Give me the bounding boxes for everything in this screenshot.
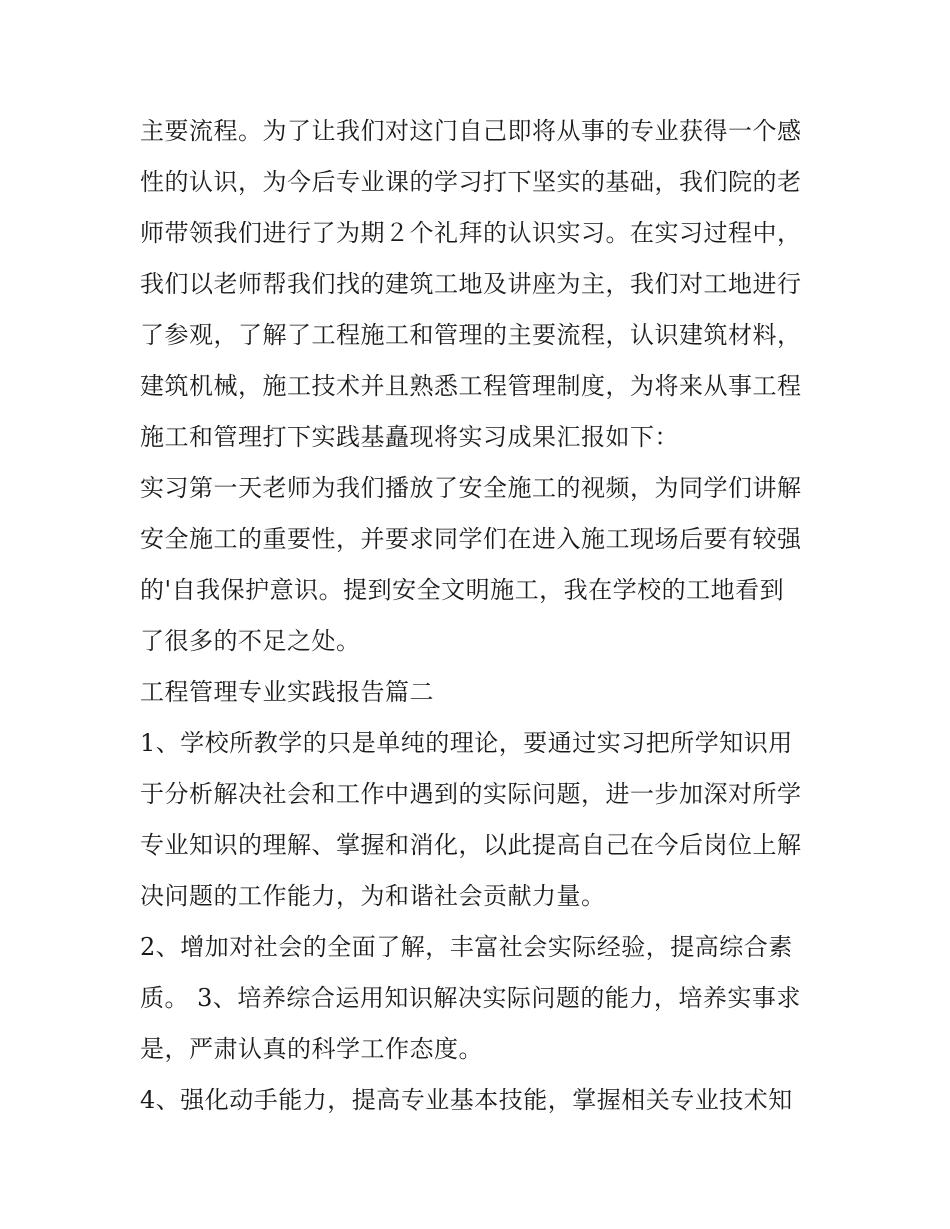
text-line: 质。 3、培养综合运用知识解决实际问题的能力，培养实事求 — [140, 984, 801, 1012]
text-line: 于分析解决社会和工作中遇到的实际问题，进一步加深对所学 — [140, 780, 802, 808]
text-line: 我们以老师帮我们找的建筑工地及讲座为主，我们对工地进行 — [140, 270, 802, 298]
text-line: 专业知识的理解、掌握和消化，以此提高自己在今后岗位上解 — [140, 831, 802, 859]
text-line: 的'自我保护意识。提到安全文明施工，我在学校的工地看到 — [140, 576, 785, 604]
text-line: 安全施工的重要性，并要求同学们在进入施工现场后要有较强 — [140, 525, 802, 553]
text-line: 是，严肃认真的科学工作态度。 — [140, 1035, 483, 1063]
section-heading: 工程管理专业实践报告篇二 — [140, 678, 434, 706]
text-line: 主要流程。为了让我们对这门自己即将从事的专业获得一个感 — [140, 117, 802, 145]
text-line: 建筑机械，施工技术并且熟悉工程管理制度，为将来从事工程 — [140, 372, 802, 400]
text-line: 了很多的不足之处。 — [140, 627, 361, 655]
text-line: 师带领我们进行了为期２个礼拜的认识实习。在实习过程中， — [140, 219, 802, 247]
text-line: 2、增加对社会的全面了解，丰富社会实际经验，提高综合素 — [140, 933, 793, 961]
text-line: 1、学校所教学的只是单纯的理论，要通过实习把所学知识用 — [140, 729, 793, 757]
text-line: 实习第一天老师为我们播放了安全施工的视频，为同学们讲解 — [140, 474, 802, 502]
text-line: 性的认识，为今后专业课的学习打下坚实的基础，我们院的老 — [140, 168, 802, 196]
text-line: 施工和管理打下实践基矗现将实习成果汇报如下： — [140, 423, 679, 451]
text-line: 了参观，了解了工程施工和管理的主要流程，认识建筑材料， — [140, 321, 802, 349]
body-text — [140, 106, 820, 1126]
text-line: 4、强化动手能力，提高专业基本技能，掌握相关专业技术知 — [140, 1086, 793, 1114]
text-line: 决问题的工作能力，为和谐社会贡献力量。 — [140, 882, 606, 910]
